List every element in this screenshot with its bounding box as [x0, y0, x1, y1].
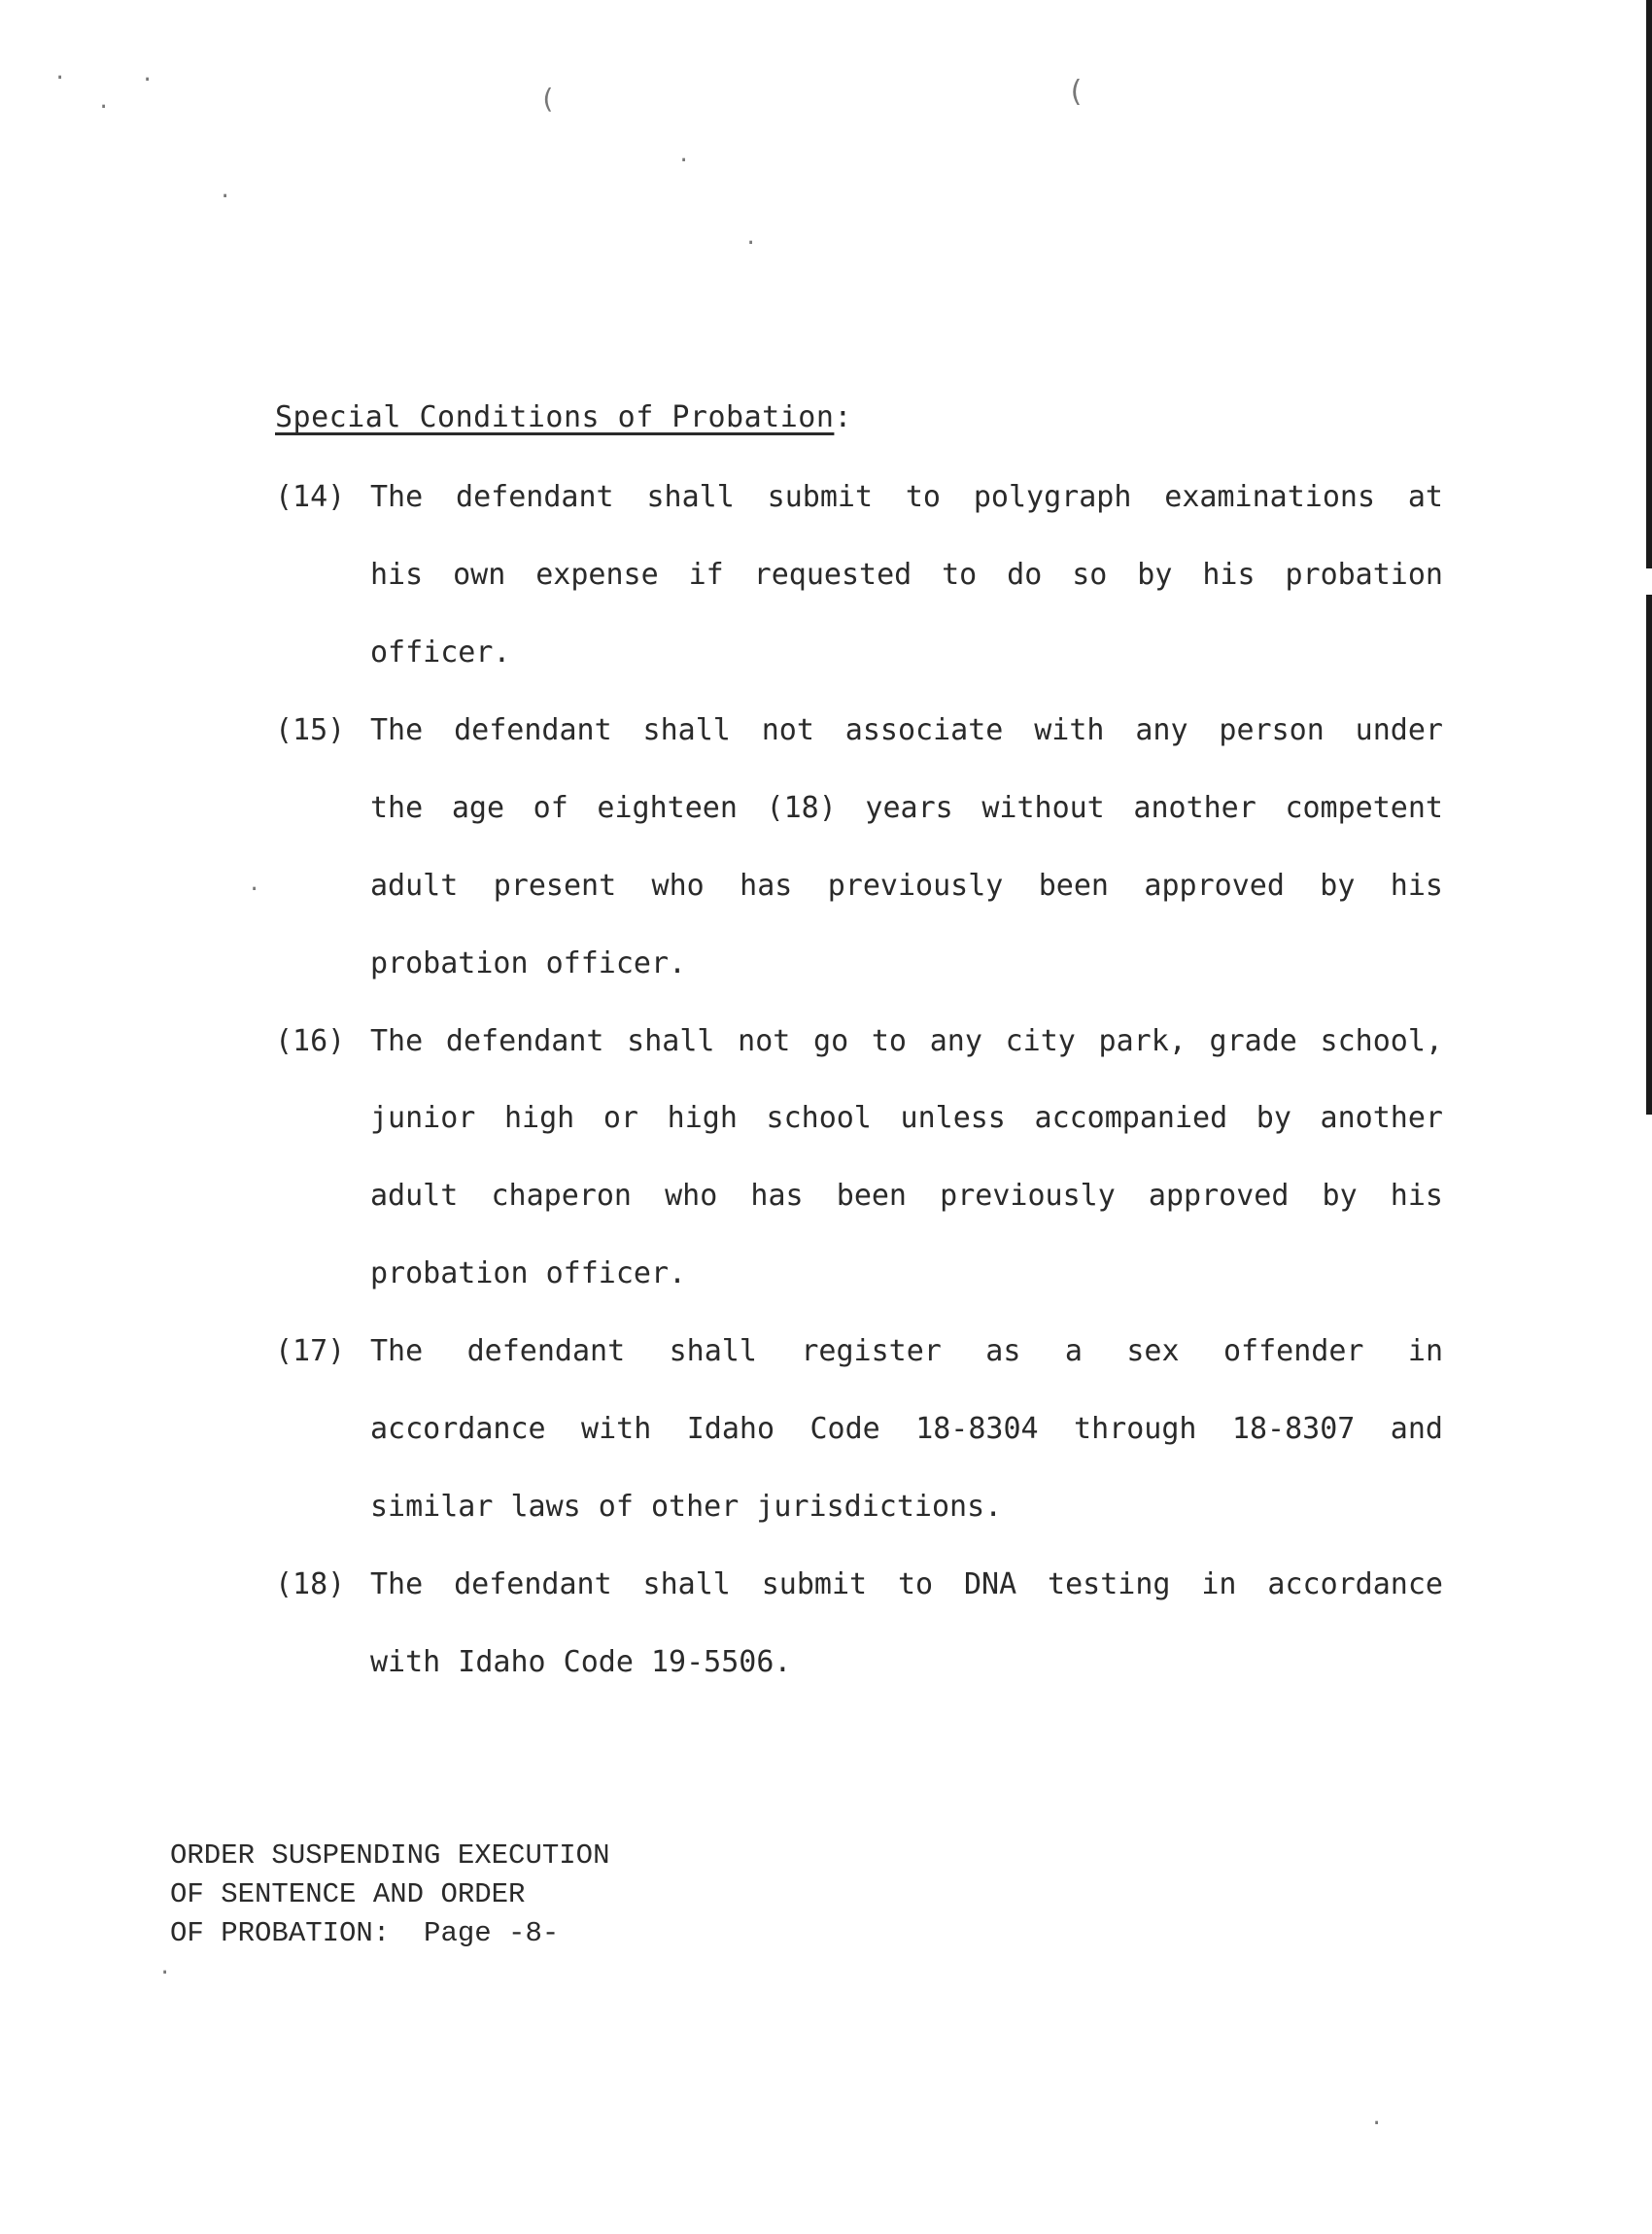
- scan-speck: ·: [744, 231, 758, 256]
- condition-number: (16): [275, 1024, 346, 1058]
- condition-line: The defendant shall submit to polygraph examinations at: [370, 480, 1443, 514]
- condition-line: accordance with Idaho Code 18-8304 through 18-8307 and: [370, 1412, 1443, 1446]
- scan-speck: ·: [248, 877, 261, 902]
- scan-speck: ·: [158, 1961, 172, 1985]
- condition-line: The defendant shall register as a sex offender in: [370, 1334, 1443, 1368]
- condition-number: (14): [275, 480, 346, 514]
- condition-line: the age of eighteen (18) years without another competent: [370, 791, 1443, 825]
- condition-line: The defendant shall submit to DNA testing in accordance: [370, 1567, 1443, 1601]
- footer-line: ORDER SUSPENDING EXECUTION: [170, 1839, 610, 1872]
- condition-number: (15): [275, 713, 346, 747]
- scan-speck: ·: [97, 95, 111, 120]
- scan-speck: (: [539, 83, 556, 115]
- condition-line: adult present who has previously been approved by his: [370, 869, 1443, 903]
- scan-speck: ·: [1370, 2112, 1384, 2136]
- scan-speck: ·: [677, 149, 691, 173]
- scan-speck: ·: [141, 68, 155, 92]
- condition-line: similar laws of other jurisdictions.: [370, 1490, 1003, 1524]
- scan-speck: (: [1067, 75, 1085, 109]
- document-footer: [170, 1837, 609, 1953]
- condition-line: adult chaperon who has been previously approved by his: [370, 1179, 1443, 1213]
- condition-line: officer.: [370, 636, 511, 670]
- footer-page-line: OF PROBATION: Page -8-: [170, 1917, 560, 1949]
- condition-number: (17): [275, 1334, 346, 1368]
- footer-line: OF SENTENCE AND ORDER: [170, 1878, 526, 1910]
- section-heading-colon: :: [834, 400, 852, 434]
- condition-line: with Idaho Code 19-5506.: [370, 1645, 792, 1679]
- section-heading-title: Special Conditions of Probation: [275, 400, 835, 434]
- condition-line: his own expense if requested to do so by his probation: [370, 558, 1443, 592]
- condition-number: (18): [275, 1567, 346, 1601]
- condition-line: junior high or high school unless accompanied by another: [370, 1101, 1443, 1135]
- condition-line: The defendant shall not go to any city park, grade school,: [370, 1024, 1443, 1058]
- section-heading: [275, 400, 852, 434]
- condition-line: probation officer.: [370, 946, 687, 980]
- scan-edge-mark: [1646, 0, 1652, 568]
- condition-line: probation officer.: [370, 1256, 687, 1290]
- condition-line: The defendant shall not associate with any person under: [370, 713, 1443, 747]
- scan-edge-mark: [1646, 595, 1652, 1115]
- scan-speck: ·: [53, 66, 67, 90]
- scan-speck: ·: [219, 185, 232, 209]
